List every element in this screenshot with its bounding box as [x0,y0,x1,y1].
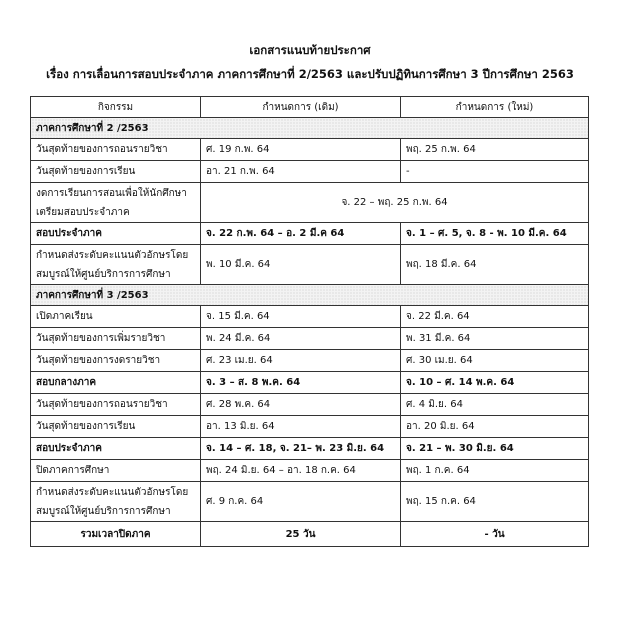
new-date-cell: จ. 22 มี.ค. 64 [401,306,589,328]
table-row [31,350,589,372]
old-date-cell: จ. 22 ก.พ. 64 – อ. 2 มี.ค 64 [201,223,401,245]
activity-cell: วันสุดท้ายของการเพิ่มรายวิชา [31,328,201,350]
table-row [31,372,589,394]
old-date-cell: พ. 24 มี.ค. 64 [201,328,401,350]
header-new-schedule: กำหนดการ (ใหม่) [401,97,589,118]
old-date-cell: จ. 3 – ส. 8 พ.ค. 64 [201,372,401,394]
total-label: รวมเวลาปิดภาค [31,522,201,547]
activity-cell: วันสุดท้ายของการเรียน [31,161,201,183]
old-date-cell: ศ. 9 ก.ค. 64 [201,482,401,522]
new-date-cell: พฤ. 1 ก.ค. 64 [401,460,589,482]
old-date-cell: ศ. 19 ก.พ. 64 [201,139,401,161]
table-row [31,394,589,416]
table-row [31,245,589,285]
header-old-schedule: กำหนดการ (เดิม) [201,97,401,118]
table-row [31,183,589,223]
activity-cell: งดการเรียนการสอนเพื่อให้นักศึกษาเตรียมสอบประจำภาค [31,183,201,223]
activity-cell: สอบประจำภาค [31,223,201,245]
table-row [31,161,589,183]
semester-3-label: ภาคการศึกษาที่ 3 /2563 [31,285,589,306]
new-date-cell: - [401,161,589,183]
activity-cell: ปิดภาคการศึกษา [31,460,201,482]
document-title: เอกสารแนบท้ายประกาศ [249,43,371,57]
old-date-cell: พฤ. 24 มิ.ย. 64 – อา. 18 ก.ค. 64 [201,460,401,482]
semester-2-label: ภาคการศึกษาที่ 2 /2563 [31,118,589,139]
activity-cell: สอบประจำภาค [31,438,201,460]
total-new: - วัน [401,522,589,547]
old-date-cell: จ. 15 มี.ค. 64 [201,306,401,328]
table-row [31,139,589,161]
activity-cell: วันสุดท้ายของการถอนรายวิชา [31,139,201,161]
new-date-cell: ศ. 30 เม.ย. 64 [401,350,589,372]
table-header-row [31,97,589,118]
new-date-cell: พฤ. 25 ก.พ. 64 [401,139,589,161]
new-date-cell: พ. 31 มี.ค. 64 [401,328,589,350]
new-date-cell: ศ. 4 มิ.ย. 64 [401,394,589,416]
table-row [31,416,589,438]
merged-date-cell: จ. 22 – พฤ. 25 ก.พ. 64 [201,183,589,223]
activity-cell: เปิดภาคเรียน [31,306,201,328]
new-date-cell: จ. 1 – ศ. 5, จ. 8 - พ. 10 มี.ค. 64 [401,223,589,245]
table-row [31,460,589,482]
activity-cell: กำหนดส่งระดับคะแนนตัวอักษรโดยสมบูรณ์ให้ศูนย์บริการการศึกษา [31,482,201,522]
header-activity: กิจกรรม [31,97,201,118]
activity-cell: วันสุดท้ายของการงดรายวิชา [31,350,201,372]
activity-cell: วันสุดท้ายของการเรียน [31,416,201,438]
new-date-cell: พฤ. 18 มี.ค. 64 [401,245,589,285]
semester-2-heading [31,118,589,139]
table-row [31,438,589,460]
table-row [31,482,589,522]
table-row [31,223,589,245]
old-date-cell: จ. 14 – ศ. 18, จ. 21– พ. 23 มิ.ย. 64 [201,438,401,460]
old-date-cell: ศ. 28 พ.ค. 64 [201,394,401,416]
new-date-cell: จ. 21 – พ. 30 มิ.ย. 64 [401,438,589,460]
new-date-cell: อา. 20 มิ.ย. 64 [401,416,589,438]
table-row [31,328,589,350]
old-date-cell: อา. 13 มิ.ย. 64 [201,416,401,438]
document-subject: เรื่อง การเลื่อนการสอบประจำภาค ภาคการศึกษาที่ 2/2563 และปรับปฏิทินการศึกษา 3 ปีการศึกษา 2563 [46,67,574,81]
new-date-cell: จ. 10 – ศ. 14 พ.ค. 64 [401,372,589,394]
old-date-cell: อา. 21 ก.พ. 64 [201,161,401,183]
activity-cell: กำหนดส่งระดับคะแนนตัวอักษรโดยสมบูรณ์ให้ศูนย์บริการการศึกษา [31,245,201,285]
activity-cell: สอบกลางภาค [31,372,201,394]
new-date-cell: พฤ. 15 ก.ค. 64 [401,482,589,522]
old-date-cell: ศ. 23 เม.ย. 64 [201,350,401,372]
old-date-cell: พ. 10 มี.ค. 64 [201,245,401,285]
total-old: 25 วัน [201,522,401,547]
activity-cell: วันสุดท้ายของการถอนรายวิชา [31,394,201,416]
schedule-table [30,96,589,547]
table-row [31,306,589,328]
total-row [31,522,589,547]
semester-3-heading [31,285,589,306]
